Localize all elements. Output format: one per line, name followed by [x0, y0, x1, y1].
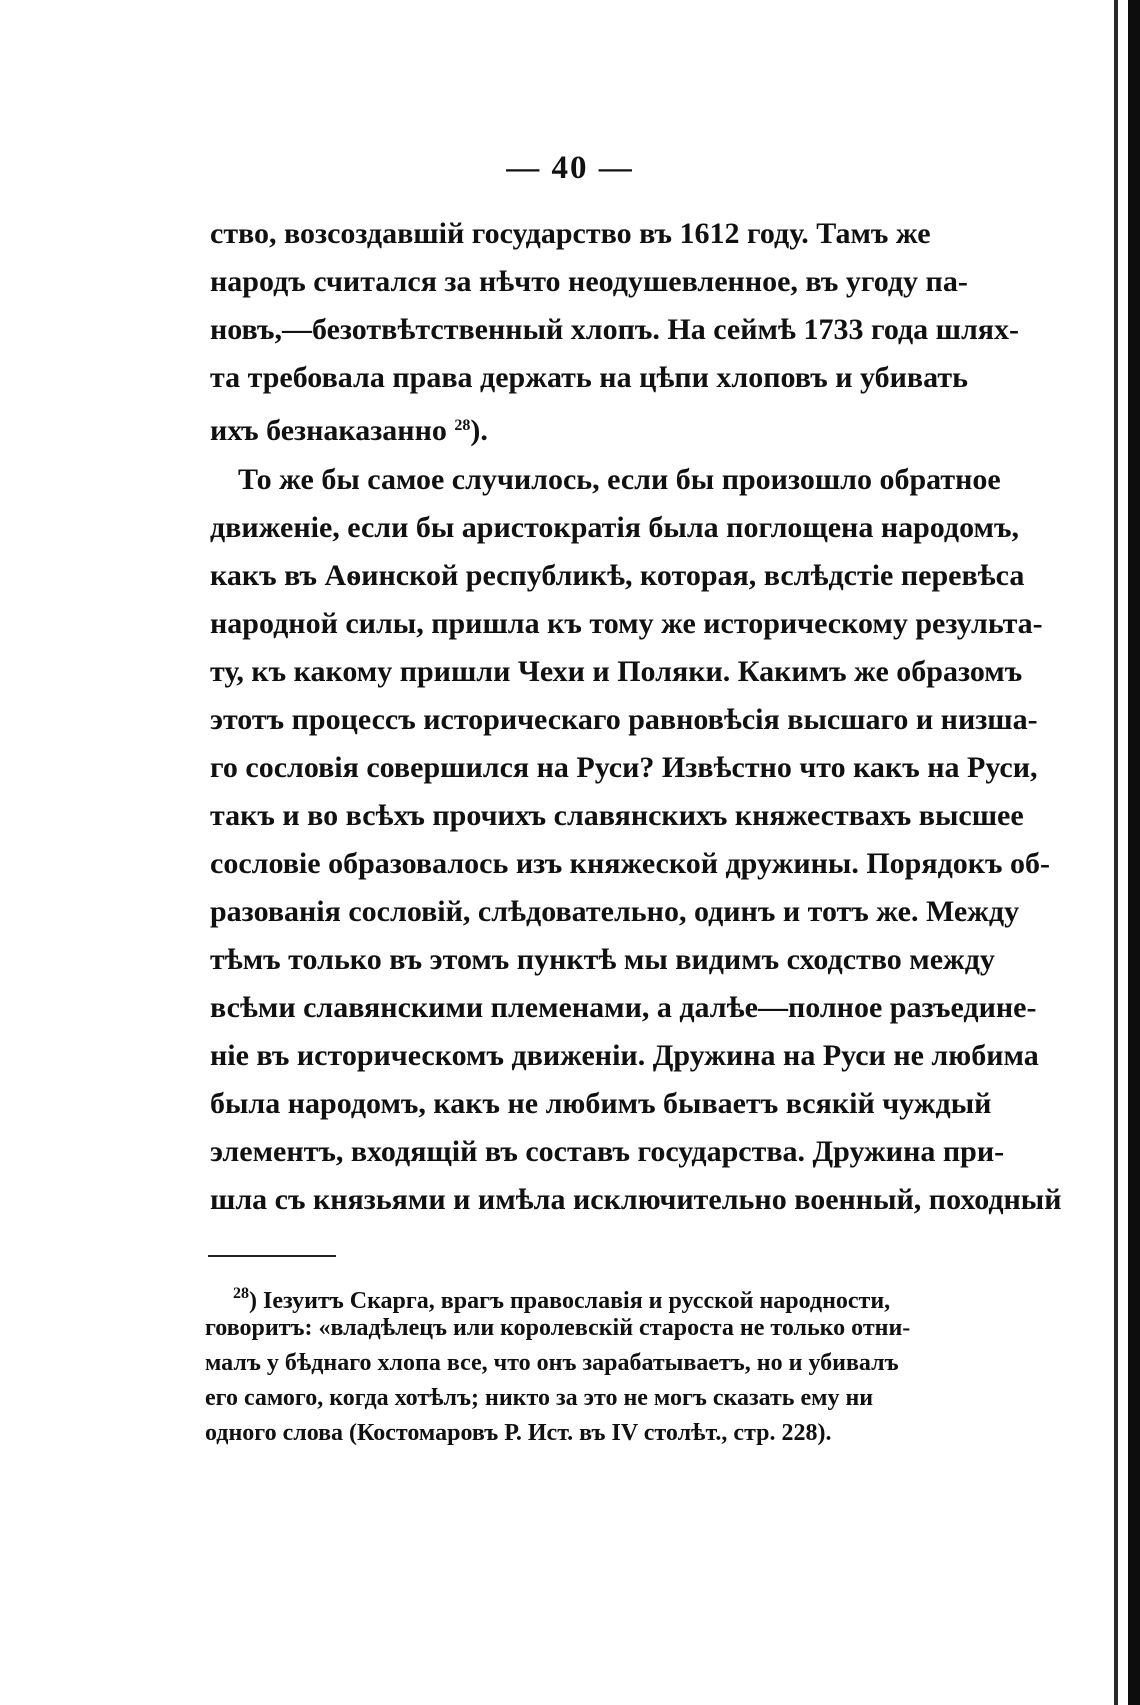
footnote-mark: 28 [233, 1285, 249, 1302]
page-number: — 40 — [506, 150, 634, 186]
text-line: шла съ князьями и имѣла исключительно военный, походный [210, 1183, 1062, 1216]
text-line: народъ считался за нѣчто неодушевленное, въ угоду па- [210, 265, 968, 298]
footnote-ref-tail: ). [470, 414, 488, 447]
body-text [210, 210, 1062, 1224]
footnote-line: говоритъ: «владѣлецъ или королевскій староста не только отни- [205, 1315, 911, 1341]
text-line: такъ и во всѣхъ прочихъ славянскихъ княжествахъ высшее [210, 799, 1024, 832]
footnote-line: одного слова (Костомаровъ Р. Ист. въ IV столѣт., стр. 228). [205, 1420, 832, 1446]
text-line: та требовала права держать на цѣпи хлоповъ и убивать [210, 361, 968, 394]
text-line: сословіе образовалось изъ княжеской дружины. Порядокъ об- [210, 847, 1051, 880]
text-line-with-ref [210, 402, 972, 450]
text-line: ніе въ историческомъ движеніи. Дружина на Руси не любима [210, 1039, 1039, 1072]
text-line: ство, возсоздавшій государство въ 1612 году. Тамъ же [210, 217, 931, 250]
footnote-line: ) Іезуитъ Скарга, врагъ православія и русской народности, [249, 1288, 891, 1314]
text-line: какъ въ Аѳинской республикѣ, которая, вслѣдстіе перевѣса [210, 559, 1025, 592]
page-edge-shadow [1128, 0, 1140, 1705]
footnote [205, 1276, 972, 1451]
page-edge-shadow-thin [1114, 0, 1118, 1705]
text-line: То же бы самое случилось, если бы произошло обратное [238, 463, 1001, 496]
text-line: го сословія совершился на Руси? Извѣстно что какъ на Руси, [210, 751, 1038, 784]
text-line: ту, къ какому пришли Чехи и Поляки. Какимъ же образомъ [210, 655, 1023, 688]
text-line: была народомъ, какъ не любимъ бываетъ всякій чуждый [210, 1087, 992, 1120]
text-line: движеніе, если бы аристократія была поглощена народомъ, [210, 511, 1019, 544]
text-line: разованія сословій, слѣдовательно, одинъ и тотъ же. Между [210, 895, 1020, 928]
text-line: этотъ процессъ историческаго равновѣсія высшаго и низша- [210, 703, 1038, 736]
text-line: ихъ безнаказанно [210, 414, 447, 447]
text-line: тѣмъ только въ этомъ пунктѣ мы видимъ сходство между [210, 943, 995, 976]
footnote-divider [208, 1255, 336, 1257]
footnote-ref-mark: 28 [454, 417, 471, 434]
footnote-line-first [205, 1276, 972, 1314]
text-line: новъ,—безотвѣтственный хлопъ. На сеймѣ 1733 года шлях- [210, 313, 1020, 346]
text-line: всѣми славянскими племенами, а далѣе—полное разъедине- [210, 991, 1037, 1024]
text-line: народной силы, пришла къ тому же историческому результа- [210, 607, 1043, 640]
footnote-line: его самого, когда хотѣлъ; никто за это не могъ сказать ему ни [205, 1385, 874, 1411]
footnote-line: малъ у бѣднаго хлопа все, что онъ зарабатываетъ, но и убивалъ [205, 1350, 899, 1376]
text-line: элементъ, входящій въ составъ государства. Дружина при- [210, 1135, 1005, 1168]
